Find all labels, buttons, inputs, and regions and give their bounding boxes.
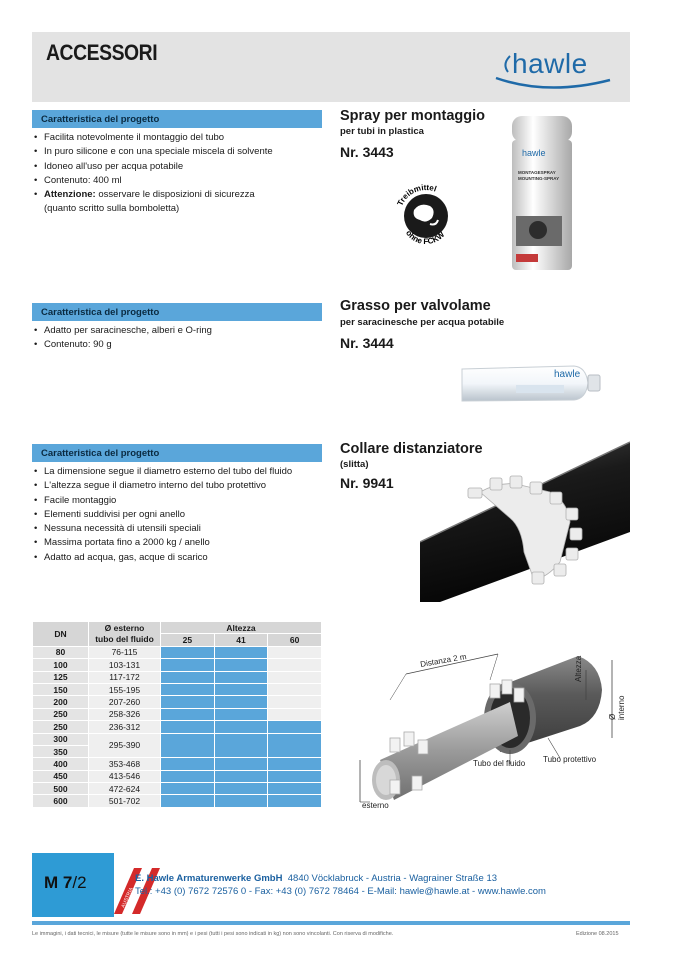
bullet: • Adatto per saracinesche, alberi e O-ring bbox=[34, 324, 324, 338]
bullet: • La dimensione segue il diametro esterno del tubo del fluido bbox=[34, 465, 324, 479]
footer-company-line: E. Hawle Armaturenwerke GmbH 4840 Vöcklabruck - Austria - Wagrainer Straße 13 bbox=[135, 873, 498, 884]
col-dn: DN bbox=[33, 622, 89, 647]
product-2-subtitle: per saracinesche per acqua potabile bbox=[340, 317, 505, 328]
bullet-warning bbox=[34, 188, 324, 217]
cell-height-availability bbox=[214, 758, 268, 770]
diagram-tubo-fluido-label: Tubo del fluido bbox=[473, 759, 526, 768]
spray-can-image bbox=[508, 112, 578, 274]
cell-height-availability bbox=[161, 659, 215, 671]
table-row bbox=[33, 708, 322, 720]
logo-text: hawle bbox=[512, 48, 588, 79]
section-1-bar: Caratteristica del progetto bbox=[32, 110, 322, 128]
cell-height-availability bbox=[268, 795, 322, 807]
table-row bbox=[33, 721, 322, 733]
can-label-2: MOUNTING-SPRAY bbox=[518, 176, 560, 181]
warning-text: osservare le disposizioni di sicurezza bbox=[95, 189, 255, 201]
edition: Edizione 08.2015 bbox=[576, 931, 619, 937]
cell-outer-diameter: 236-312 bbox=[89, 721, 161, 733]
cell-height-availability bbox=[214, 733, 268, 758]
table-row bbox=[33, 646, 322, 658]
product-1-subtitle: per tubi in plastica bbox=[340, 126, 424, 137]
table-row bbox=[33, 659, 322, 671]
tube-brand: hawle bbox=[554, 369, 581, 380]
cell-height-availability bbox=[161, 646, 215, 658]
bullet: • L'altezza segue il diametro interno del tubo protettivo bbox=[34, 479, 324, 493]
bullet: • Facile montaggio bbox=[34, 494, 324, 508]
cell-outer-diameter: 155-195 bbox=[89, 683, 161, 695]
cell-height-availability bbox=[214, 795, 268, 807]
grease-tube-image bbox=[454, 363, 604, 405]
cell-outer-diameter: 76-115 bbox=[89, 646, 161, 658]
cell-dn: 450 bbox=[33, 770, 89, 782]
bullet: • In puro silicone e con una speciale miscela di solvente bbox=[34, 145, 324, 159]
col-height-60: 60 bbox=[268, 634, 322, 646]
warning-text-2: (quanto scritto sulla bomboletta) bbox=[44, 203, 180, 215]
cell-height-availability bbox=[214, 783, 268, 795]
cell-dn: 125 bbox=[33, 671, 89, 683]
col-outer-diameter: Ø esterno tubo del fluido bbox=[89, 622, 161, 647]
cell-height-availability bbox=[268, 659, 322, 671]
page-title: ACCESSORI bbox=[46, 40, 158, 65]
cell-height-availability bbox=[161, 721, 215, 733]
cell-dn: 100 bbox=[33, 659, 89, 671]
cell-height-availability bbox=[268, 721, 322, 733]
table-row bbox=[33, 671, 322, 683]
diagram-altezza-label: Altezza bbox=[574, 655, 583, 682]
cell-outer-diameter: 258-326 bbox=[89, 708, 161, 720]
cell-dn: 250 bbox=[33, 721, 89, 733]
cell-height-availability bbox=[268, 733, 322, 758]
table-row bbox=[33, 795, 322, 807]
dimension-table bbox=[32, 621, 322, 808]
cell-height-availability bbox=[161, 795, 215, 807]
diagram-esterno-label: esterno bbox=[362, 801, 389, 810]
cell-height-availability bbox=[214, 770, 268, 782]
cell-height-availability bbox=[214, 671, 268, 683]
bullet: • Idoneo all'uso per acqua potabile bbox=[34, 160, 324, 174]
cell-height-availability bbox=[161, 758, 215, 770]
cell-height-availability bbox=[161, 708, 215, 720]
cell-outer-diameter: 472-624 bbox=[89, 783, 161, 795]
section-3-bullets bbox=[34, 465, 324, 565]
cell-height-availability bbox=[268, 708, 322, 720]
cell-height-availability bbox=[268, 758, 322, 770]
product-3-title: Collare distanziatore bbox=[340, 441, 483, 457]
product-1-number: Nr. 3443 bbox=[340, 144, 394, 160]
bullet: • Contenuto: 400 ml bbox=[34, 174, 324, 188]
cell-dn: 300 bbox=[33, 733, 89, 745]
cell-height-availability bbox=[161, 671, 215, 683]
cell-outer-diameter: 295-390 bbox=[89, 733, 161, 758]
cell-height-availability bbox=[161, 783, 215, 795]
product-2-title: Grasso per valvolame bbox=[340, 298, 491, 314]
cell-height-availability bbox=[268, 683, 322, 695]
hawle-logo bbox=[488, 44, 618, 94]
collar-diagram bbox=[350, 640, 630, 820]
bullet: • Massima portata fino a 2000 kg / anello bbox=[34, 536, 324, 550]
table-body bbox=[33, 646, 322, 807]
cell-height-availability bbox=[214, 683, 268, 695]
product-1-title: Spray per montaggio bbox=[340, 108, 486, 124]
table-row bbox=[33, 783, 322, 795]
cell-height-availability bbox=[214, 696, 268, 708]
cell-dn: 150 bbox=[33, 683, 89, 695]
col-height-41: 41 bbox=[214, 634, 268, 646]
cell-height-availability bbox=[214, 708, 268, 720]
cell-dn: 600 bbox=[33, 795, 89, 807]
cell-height-availability bbox=[161, 733, 215, 758]
bullet: • Adatto ad acqua, gas, acque di scarico bbox=[34, 551, 324, 565]
cell-height-availability bbox=[268, 671, 322, 683]
bullet: • Facilita notevolmente il montaggio del tubo bbox=[34, 131, 324, 145]
cell-dn: 350 bbox=[33, 745, 89, 757]
table-row bbox=[33, 683, 322, 695]
cell-height-availability bbox=[161, 683, 215, 695]
diagram-tubo-protettivo-label: Tubo protettivo bbox=[543, 755, 597, 764]
cell-dn: 200 bbox=[33, 696, 89, 708]
page-code: M 7/2 bbox=[44, 873, 87, 892]
cell-outer-diameter: 413-546 bbox=[89, 770, 161, 782]
cell-height-availability bbox=[214, 659, 268, 671]
badge-bottom-text: ohne FCKW bbox=[404, 228, 447, 247]
cell-height-availability bbox=[268, 770, 322, 782]
cell-height-availability bbox=[268, 783, 322, 795]
col-height-25: 25 bbox=[161, 634, 215, 646]
table-row bbox=[33, 733, 322, 745]
cell-dn: 500 bbox=[33, 783, 89, 795]
cell-height-availability bbox=[161, 696, 215, 708]
cell-outer-diameter: 501-702 bbox=[89, 795, 161, 807]
footer-contact: Tel.: +43 (0) 7672 72576 0 - Fax: +43 (0) 7672 78464 - E-Mail: hawle@hawle.at - www.hawle.com bbox=[135, 886, 546, 897]
section-3-bar: Caratteristica del progetto bbox=[32, 444, 322, 462]
page-header bbox=[32, 32, 630, 102]
footer-line bbox=[32, 921, 630, 925]
can-brand: hawle bbox=[522, 148, 546, 158]
section-2-bar: Caratteristica del progetto bbox=[32, 303, 322, 321]
section-2-bullets bbox=[34, 324, 324, 353]
col-height: Altezza bbox=[161, 622, 322, 634]
warning-label: Attenzione: bbox=[44, 189, 96, 201]
product-2-number: Nr. 3444 bbox=[340, 335, 394, 351]
cell-outer-diameter: 117-172 bbox=[89, 671, 161, 683]
cell-outer-diameter: 103-131 bbox=[89, 659, 161, 671]
cell-dn: 400 bbox=[33, 758, 89, 770]
diagram-distance-label: Distanza 2 m bbox=[419, 652, 468, 669]
cell-dn: 80 bbox=[33, 646, 89, 658]
spacer-collar-photo bbox=[420, 432, 630, 602]
cell-height-availability bbox=[268, 696, 322, 708]
cell-height-availability bbox=[268, 646, 322, 658]
badge-top-text: Treibmittel bbox=[395, 182, 438, 208]
bullet: • Elementi suddivisi per ogni anello bbox=[34, 508, 324, 522]
cell-outer-diameter: 353-468 bbox=[89, 758, 161, 770]
disclaimer: Le immagini, i dati tecnici, le misure (tutte le misure sono in mm) e i pesi (tutti i pesi sono indicati in kg) non sono vincolanti. Con riserva di modifiche. bbox=[32, 931, 394, 937]
table-row bbox=[33, 696, 322, 708]
table-row bbox=[33, 758, 322, 770]
cell-height-availability bbox=[161, 770, 215, 782]
country-label: AUSTRIA bbox=[120, 886, 135, 909]
section-1-bullets bbox=[34, 131, 324, 217]
bullet: • Nessuna necessità di utensili speciali bbox=[34, 522, 324, 536]
no-cfc-badge bbox=[390, 180, 462, 252]
cell-height-availability bbox=[214, 646, 268, 658]
product-3-number: Nr. 9941 bbox=[340, 475, 394, 491]
product-3-subtitle: (slitta) bbox=[340, 459, 369, 470]
diagram-interno-label: Ø interno bbox=[608, 695, 626, 720]
table-row bbox=[33, 770, 322, 782]
footer-inner bbox=[114, 853, 630, 917]
cell-outer-diameter: 207-260 bbox=[89, 696, 161, 708]
can-label: MONTAGESPRAY bbox=[518, 170, 556, 175]
bullet: • Contenuto: 90 g bbox=[34, 338, 324, 352]
cell-height-availability bbox=[214, 721, 268, 733]
cell-dn: 250 bbox=[33, 708, 89, 720]
